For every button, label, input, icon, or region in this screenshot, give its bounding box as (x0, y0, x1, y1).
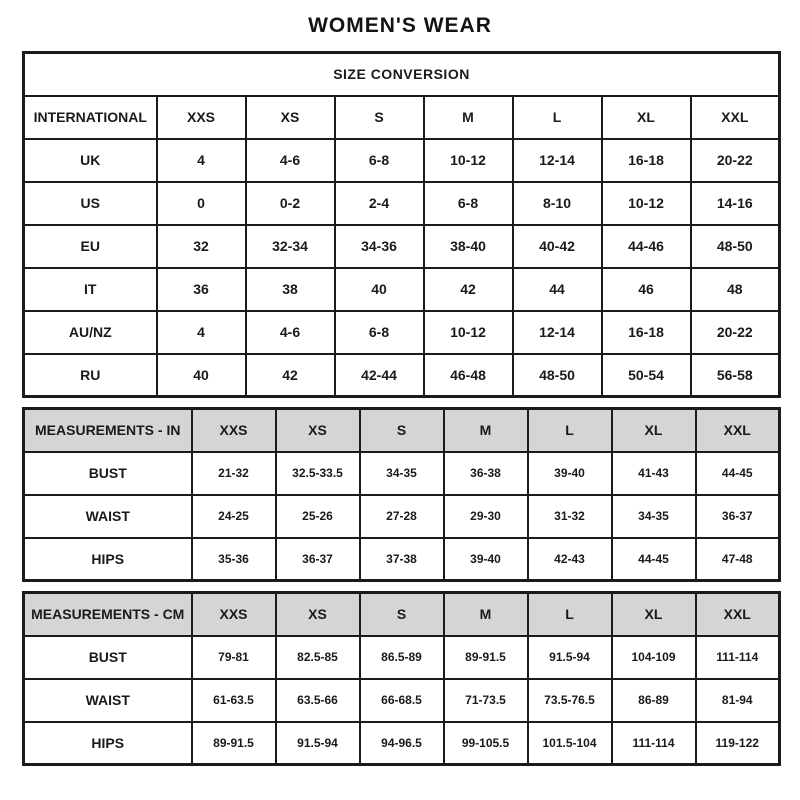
cell: 24-25 (192, 495, 276, 538)
cell: 6-8 (424, 182, 513, 225)
cell: 86.5-89 (360, 636, 444, 679)
cell: 42 (424, 268, 513, 311)
cell: 36-37 (696, 495, 780, 538)
header-size-xxl: XXL (696, 593, 780, 636)
cell: 36 (157, 268, 246, 311)
cell: 44-45 (696, 452, 780, 495)
cell: 101.5-104 (528, 722, 612, 765)
table-row-bust (24, 452, 780, 495)
cell: 40 (157, 354, 246, 397)
header-size-l: L (528, 409, 612, 452)
cell: 48-50 (513, 354, 602, 397)
cell: 89-91.5 (192, 722, 276, 765)
cell: 44-45 (612, 538, 696, 581)
cell: 79-81 (192, 636, 276, 679)
cell: 104-109 (612, 636, 696, 679)
cell: 41-43 (612, 452, 696, 495)
cell: 29-30 (444, 495, 528, 538)
cell: 119-122 (696, 722, 780, 765)
measurements-in-title: MEASUREMENTS - IN (24, 409, 192, 452)
cell: 34-35 (360, 452, 444, 495)
cell: 10-12 (424, 311, 513, 354)
size-conversion-title: SIZE CONVERSION (24, 53, 780, 96)
cell: 56-58 (691, 354, 780, 397)
cell: 0-2 (246, 182, 335, 225)
cell: 63.5-66 (276, 679, 360, 722)
cell: 2-4 (335, 182, 424, 225)
header-size-xs: XS (246, 96, 335, 139)
table-row-hips (24, 722, 780, 765)
cell: 32-34 (246, 225, 335, 268)
row-label: WAIST (24, 679, 192, 722)
cell: 111-114 (612, 722, 696, 765)
cell: 4-6 (246, 139, 335, 182)
table-header-row (24, 96, 780, 139)
cell: 40 (335, 268, 424, 311)
size-conversion-table (22, 51, 781, 398)
row-label: HIPS (24, 722, 192, 765)
cell: 46-48 (424, 354, 513, 397)
header-size-xs: XS (276, 593, 360, 636)
cell: 20-22 (691, 311, 780, 354)
cell: 39-40 (444, 538, 528, 581)
cell: 36-38 (444, 452, 528, 495)
cell: 35-36 (192, 538, 276, 581)
cell: 48-50 (691, 225, 780, 268)
cell: 32.5-33.5 (276, 452, 360, 495)
row-label: RU (24, 354, 157, 397)
header-size-xs: XS (276, 409, 360, 452)
cell: 4-6 (246, 311, 335, 354)
cell: 38 (246, 268, 335, 311)
table-row-ru (24, 354, 780, 397)
cell: 12-14 (513, 311, 602, 354)
row-label: BUST (24, 452, 192, 495)
cell: 20-22 (691, 139, 780, 182)
cell: 89-91.5 (444, 636, 528, 679)
header-size-xxl: XXL (691, 96, 780, 139)
table-row-waist (24, 495, 780, 538)
header-size-m: M (424, 96, 513, 139)
table-row-eu (24, 225, 780, 268)
cell: 66-68.5 (360, 679, 444, 722)
header-size-l: L (528, 593, 612, 636)
measurements-in-table (22, 407, 781, 582)
header-size-m: M (444, 409, 528, 452)
cell: 111-114 (696, 636, 780, 679)
cell: 10-12 (602, 182, 691, 225)
header-size-xl: XL (612, 409, 696, 452)
cell: 37-38 (360, 538, 444, 581)
header-size-s: S (360, 409, 444, 452)
table-row-uk (24, 139, 780, 182)
cell: 0 (157, 182, 246, 225)
cell: 6-8 (335, 139, 424, 182)
cell: 86-89 (612, 679, 696, 722)
row-label: BUST (24, 636, 192, 679)
row-label: EU (24, 225, 157, 268)
table-row-it (24, 268, 780, 311)
cell: 42 (246, 354, 335, 397)
table-row-us (24, 182, 780, 225)
cell: 34-36 (335, 225, 424, 268)
measurements-cm-table (22, 591, 781, 766)
cell: 6-8 (335, 311, 424, 354)
cell: 21-32 (192, 452, 276, 495)
row-label: WAIST (24, 495, 192, 538)
table-row-bust (24, 636, 780, 679)
cell: 42-44 (335, 354, 424, 397)
measurements-cm-title: MEASUREMENTS - CM (24, 593, 192, 636)
cell: 50-54 (602, 354, 691, 397)
header-international: INTERNATIONAL (24, 96, 157, 139)
table-row-hips (24, 538, 780, 581)
cell: 16-18 (602, 139, 691, 182)
page-title: WOMEN'S WEAR (308, 14, 492, 37)
table-header-row (24, 409, 780, 452)
header-size-xxl: XXL (696, 409, 780, 452)
header-size-xxs: XXS (192, 593, 276, 636)
cell: 31-32 (528, 495, 612, 538)
cell: 39-40 (528, 452, 612, 495)
cell: 4 (157, 139, 246, 182)
cell: 16-18 (602, 311, 691, 354)
cell: 44 (513, 268, 602, 311)
table-title-row (24, 53, 780, 96)
cell: 27-28 (360, 495, 444, 538)
row-label: IT (24, 268, 157, 311)
header-size-s: S (360, 593, 444, 636)
cell: 82.5-85 (276, 636, 360, 679)
cell: 81-94 (696, 679, 780, 722)
cell: 12-14 (513, 139, 602, 182)
cell: 91.5-94 (528, 636, 612, 679)
cell: 44-46 (602, 225, 691, 268)
cell: 71-73.5 (444, 679, 528, 722)
header-size-xl: XL (612, 593, 696, 636)
header-size-s: S (335, 96, 424, 139)
cell: 48 (691, 268, 780, 311)
cell: 94-96.5 (360, 722, 444, 765)
header-size-m: M (444, 593, 528, 636)
cell: 73.5-76.5 (528, 679, 612, 722)
cell: 99-105.5 (444, 722, 528, 765)
table-row-aunz (24, 311, 780, 354)
cell: 8-10 (513, 182, 602, 225)
cell: 40-42 (513, 225, 602, 268)
cell: 38-40 (424, 225, 513, 268)
row-label: US (24, 182, 157, 225)
cell: 14-16 (691, 182, 780, 225)
cell: 46 (602, 268, 691, 311)
header-size-xl: XL (602, 96, 691, 139)
table-row-waist (24, 679, 780, 722)
cell: 91.5-94 (276, 722, 360, 765)
header-size-xxs: XXS (157, 96, 246, 139)
cell: 32 (157, 225, 246, 268)
cell: 47-48 (696, 538, 780, 581)
row-label: HIPS (24, 538, 192, 581)
header-size-xxs: XXS (192, 409, 276, 452)
cell: 36-37 (276, 538, 360, 581)
cell: 4 (157, 311, 246, 354)
header-size-l: L (513, 96, 602, 139)
cell: 42-43 (528, 538, 612, 581)
row-label: AU/NZ (24, 311, 157, 354)
cell: 61-63.5 (192, 679, 276, 722)
cell: 34-35 (612, 495, 696, 538)
cell: 10-12 (424, 139, 513, 182)
table-header-row (24, 593, 780, 636)
row-label: UK (24, 139, 157, 182)
cell: 25-26 (276, 495, 360, 538)
